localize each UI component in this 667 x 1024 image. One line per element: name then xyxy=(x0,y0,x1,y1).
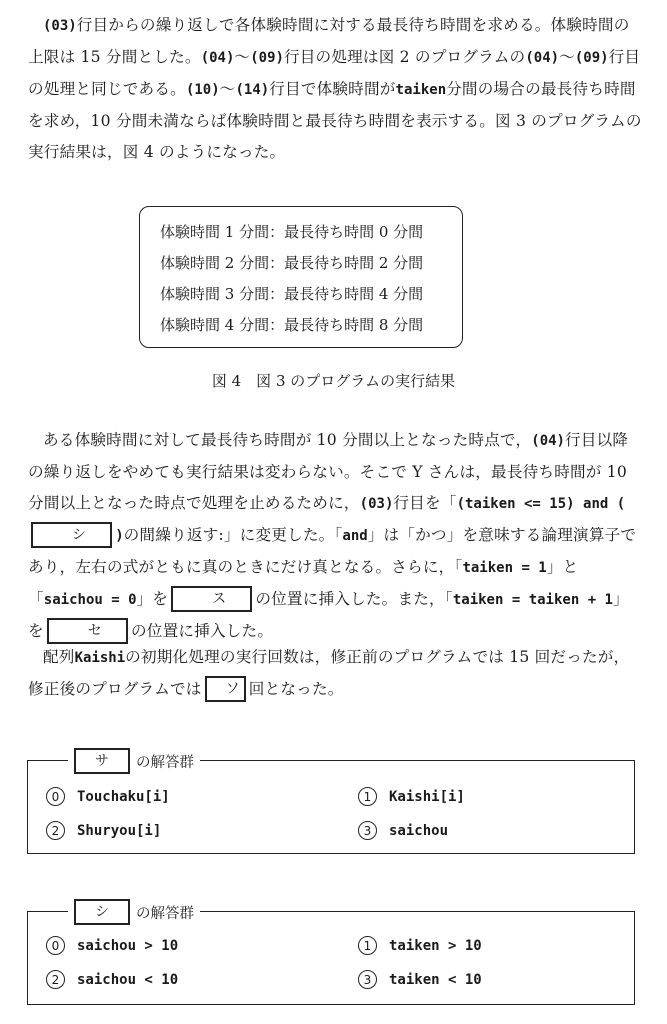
line-ref: (03) xyxy=(359,496,394,512)
text: 行目からの繰り返しで各体験時間に対する最長待ち時間を求める。体験時間の上限は 15 分間とした。 xyxy=(28,16,630,66)
line-ref: (04) xyxy=(531,433,565,449)
answer-group-shi xyxy=(27,904,635,1005)
line-ref: (09) xyxy=(574,50,609,66)
line-ref: (09) xyxy=(250,50,284,66)
code-expression: taiken = taiken + 1 xyxy=(452,592,613,608)
code-expression: ) xyxy=(115,528,124,544)
text: ある体験時間に対して最長待ち時間が 10 分間以上となった時点で， xyxy=(43,431,532,449)
option-text: Touchaku[i] xyxy=(77,788,170,805)
circled-number-icon: 2 xyxy=(46,821,65,840)
answer-label-box: シ xyxy=(74,899,130,925)
text: 行目で体験時間が xyxy=(269,80,396,98)
text: の初期化処理の実行回数は，修正前のプログラムでは 15 回だったが，修正後のプログラムでは xyxy=(28,648,630,698)
answer-label-box: サ xyxy=(74,748,130,774)
text: 」を xyxy=(136,590,169,608)
text: 」を xyxy=(28,590,629,640)
text: の間繰り返す: xyxy=(123,526,224,544)
line-ref: (14) xyxy=(235,82,270,98)
variable-name: Kaishi xyxy=(74,650,126,666)
text: 〜 xyxy=(559,48,575,66)
option-text: Kaishi[i] xyxy=(389,788,465,805)
answer-group-title: の解答群 xyxy=(136,754,194,771)
output-line: 体験時間 4 分間：最長待ち時間 8 分間 xyxy=(160,316,424,334)
option-shi-3[interactable] xyxy=(358,970,482,989)
line-ref: (10) xyxy=(185,82,220,98)
text: 配列 xyxy=(43,648,75,666)
text: 〜 xyxy=(234,48,251,66)
option-sa-1[interactable] xyxy=(358,787,465,806)
output-line: 体験時間 3 分間：最長待ち時間 4 分間 xyxy=(160,285,424,303)
text: 」は「かつ」を意味する論理演算子であり，左右の式がともに真のときにだけ真となる。さらに，「 xyxy=(28,526,637,576)
line-ref: (03) xyxy=(43,18,77,34)
text: 分間の場合の最長待ち時間を求め，10 分間未満ならば体験時間と最長待ち時間を表示する。図 3 のプログラムの実行結果は，図 4 のようになった。 xyxy=(28,80,642,161)
text: 回となった。 xyxy=(248,680,344,698)
circled-number-icon: 0 xyxy=(46,787,65,806)
code-expression: taiken = 1 xyxy=(462,560,547,576)
answer-box-shi[interactable]: シ xyxy=(31,522,112,548)
circled-number-icon: 3 xyxy=(358,970,377,989)
option-shi-0[interactable] xyxy=(46,936,178,955)
text: 行目以降の繰り返しをやめても実行結果は変わらない。そこで Y さんは，最長待ち時間が 10 分間以上となった時点で処理を止めるために， xyxy=(28,431,629,512)
output-line: 体験時間 1 分間：最長待ち時間 0 分間 xyxy=(160,223,424,241)
text: 」に変更した。「 xyxy=(223,526,343,544)
text: 行目の処理は図 2 のプログラムの xyxy=(283,48,526,66)
line-ref: (04) xyxy=(200,50,235,66)
paragraph-3 xyxy=(28,642,642,705)
option-sa-2[interactable] xyxy=(46,821,161,840)
text: 行目の処理と同じである。 xyxy=(28,48,641,98)
answer-group-header xyxy=(68,899,200,925)
option-text: Shuryou[i] xyxy=(77,822,162,839)
option-text: taiken < 10 xyxy=(389,971,482,988)
paragraph-2 xyxy=(28,425,642,647)
option-text: saichou > 10 xyxy=(77,937,179,954)
code-expression: saichou = 0 xyxy=(43,592,137,608)
paragraph-1 xyxy=(28,10,642,168)
code-keyword: and xyxy=(342,528,368,544)
line-ref: (04) xyxy=(525,50,560,66)
answer-box-se[interactable]: セ xyxy=(47,618,128,644)
option-shi-2[interactable] xyxy=(46,970,178,989)
circled-number-icon: 2 xyxy=(46,970,65,989)
circled-number-icon: 0 xyxy=(46,936,65,955)
answer-group-sa xyxy=(27,753,635,854)
circled-number-icon: 3 xyxy=(358,821,377,840)
option-sa-3[interactable] xyxy=(358,821,448,840)
option-text: taiken > 10 xyxy=(389,937,482,954)
text: 行目を「 xyxy=(393,494,457,512)
circled-number-icon: 1 xyxy=(358,787,377,806)
text: の位置に挿入した。 xyxy=(131,622,274,640)
option-text: saichou < 10 xyxy=(77,971,179,988)
option-shi-1[interactable] xyxy=(358,936,482,955)
option-sa-0[interactable] xyxy=(46,787,170,806)
answer-group-header xyxy=(68,748,200,774)
option-text: saichou xyxy=(389,822,449,839)
figure-4-caption: 図 4 図 3 のプログラムの実行結果 xyxy=(211,372,456,390)
answer-box-su[interactable]: ス xyxy=(171,586,252,612)
variable-name: taiken xyxy=(395,82,447,98)
answer-box-so[interactable]: ソ xyxy=(205,676,246,702)
answer-group-title: の解答群 xyxy=(136,905,194,922)
text: 」と「 xyxy=(28,558,579,608)
text: 〜 xyxy=(219,80,236,98)
figure-4-output xyxy=(139,206,463,348)
code-expression: (taiken <= 15) and ( xyxy=(456,496,626,512)
output-line: 体験時間 2 分間：最長待ち時間 2 分間 xyxy=(160,254,424,272)
circled-number-icon: 1 xyxy=(358,936,377,955)
text: の位置に挿入した。また，「 xyxy=(255,590,453,608)
